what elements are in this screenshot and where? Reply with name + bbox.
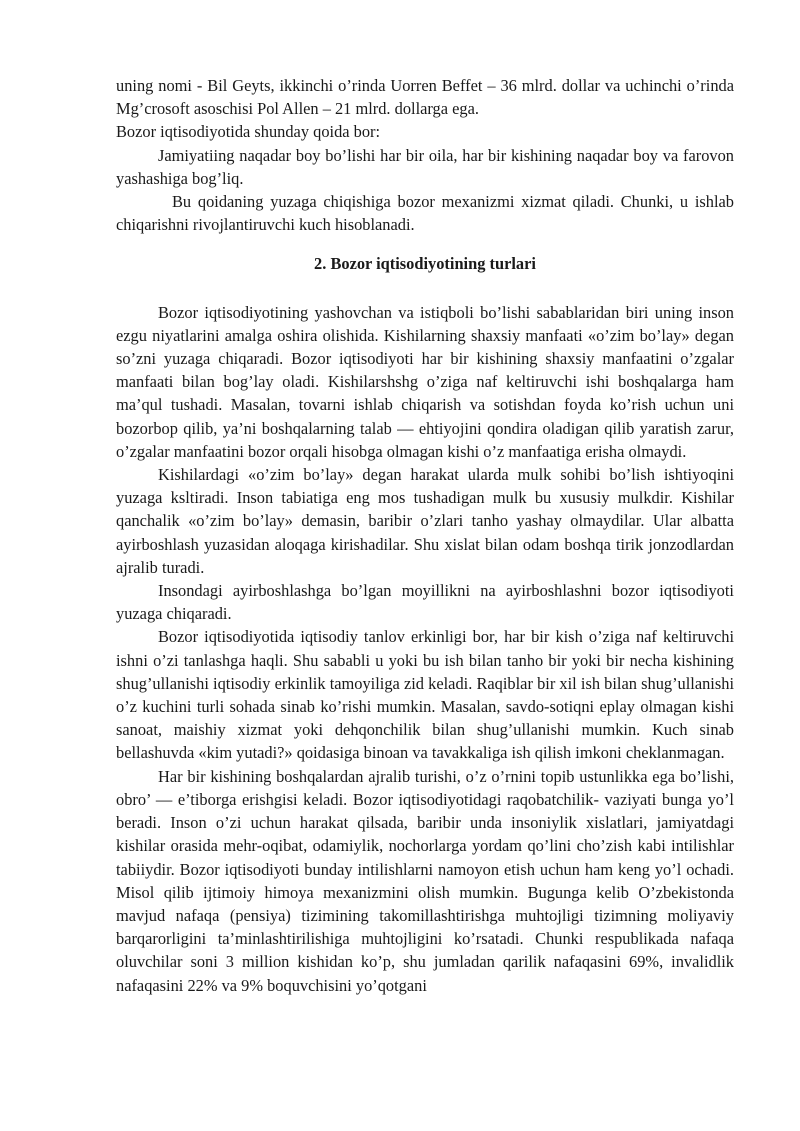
body-paragraph: Kishilardagi «o’zim bo’lay» degan harakat ularda mulk sohibi bo’lish ishtiyoqini yuzaga ksltiradi. Inson tabiatiga eng mos tushadigan mulk bu xususiy mulkdir. Kishilar qanchalik «o’zim bo’lay» demasin, baribir o’zlari tanho yashay olmaydilar. Ular albatta ayirboshlash yuzasidan aloqaga kirishadilar. Shu xislat bilan odam boshqa tirik jonzodlardan ajralib turadi. bbox=[116, 465, 734, 577]
section-heading: 2. Bozor iqtisodiyotining turlari bbox=[314, 254, 536, 274]
body-paragraph: Insondagi ayirboshlashga bo’lgan moyillikni na ayirboshlashni bozor iqtisodiyoti yuzaga chiqaradi. bbox=[116, 581, 734, 624]
paragraph-rule: Jamiyatiing naqadar boy bo’lishi har bir oila, har bir kishining naqadar boy va farovon yashashiga bog’liq. bbox=[116, 145, 734, 188]
body-paragraph: Har bir kishining boshqalardan ajralib turishi, o’z o’rnini topib ustunlikka ega bo’lishi, obro’ — e’tiborga erishgisi keladi. Bozor iqtisodiyotidagi raqobatchilik- vaziyati bunga yo’l beradi. Inson o’zi uchun harakat qilsada, baribir unda insoniylik xislatlari, jamiyatdagi kishilar orasida mehr-oqibat, odamiylik, nochorlarga yordam qo’lini cho’zish kabi intilishlar tabiiydir. Bozor iqtisodiyoti bunday intilishlarni namoyon etish uchun ham keng yo’l ochadi. Misol qilib ijtimoiy himoya mexanizmini olish mumkin. Bugunga kelib O’zbekistonda mavjud nafaqa (pensiya) tizimining takomillashtirishga muhtojligi tizimning moliyaviy barqarorligini ta’minlashtirilishiga muhtojligini ko’rsatadi. Chunki respublikada nafaqa oluvchilar soni 3 million kishidan ko’p, shu jumladan qarilik nafaqasini 69%, invalidlik nafaqasini 22% va 9% boquvchisini yo’qotgani bbox=[116, 766, 734, 995]
body-paragraph: Bozor iqtisodiyotida iqtisodiy tanlov erkinligi bor, har bir kish o’ziga naf keltiruvchi ishni o’zi tanlashga haqli. Shu sababli u yoki bu ish bilan tanho bir yoki bir necha kishining shug’ullanishi iqtisodiy erkinlik tamoyiliga zid keladi. Raqiblar bir xil ish bilan shug’ullanishi o’z kuchini turli sohada sinab ko’rishi mumkin. Masalan, savdo-sotiqni eplay olmagan kishi sanoat, maishiy xizmat yoki dehqonchilik bilan shug’ullanishi mumkin. Kuch sinab bellashuvda «kim yutadi?» qoidasiga binoan va tavakkaliga ish qilish imkoni cheklanmagan. bbox=[116, 627, 734, 763]
paragraph-rule-intro: Bozor iqtisodiyotida shunday qoida bor: bbox=[116, 122, 381, 142]
body-paragraph: Bozor iqtisodiyotining yashovchan va istiqboli bo’lishi sabablaridan biri uning inson ezgu niyatlarini amalga oshira olishida. Kishilarning shaxsiy manfaati «o’zim bo’lay» degan so’zni yuzaga chiqaradi. Bozor iqtisodiyoti har bir kishining shaxsiy manfaatini o’zgalar manfaati bilan bog’lay oladi. Kishilarshshg o’ziga naf keltiruvchi ishi boshqalarga ham ma’qul tushadi. Masalan, tovarni ishlab chiqarish va sotishdan foyda ko’rish uchun uni bozorbop qilib, ya’ni boshqalarning talab — ehtiyojini qondira oladigan qilib yaratish zarur, o’zgalar manfaatini bozor orqali hisobga olmagan kishi o’z manfaatiga erisha olmaydi. bbox=[116, 302, 734, 461]
paragraph-continuation: uning nomi - Bil Geyts, ikkinchi o’rinda Uorren Beffet – 36 mlrd. dollar va uchinchi o’rinda Mg’crosoft asoschisi Pol Allen – 21 mlrd. dollarga ega. bbox=[116, 76, 734, 119]
paragraph-mechanism: Bu qoidaning yuzaga chiqishiga bozor mexanizmi xizmat qiladi. Chunki, u ishlab chiqarishni rivojlantiruvchi kuch hisoblanadi. bbox=[116, 192, 734, 235]
